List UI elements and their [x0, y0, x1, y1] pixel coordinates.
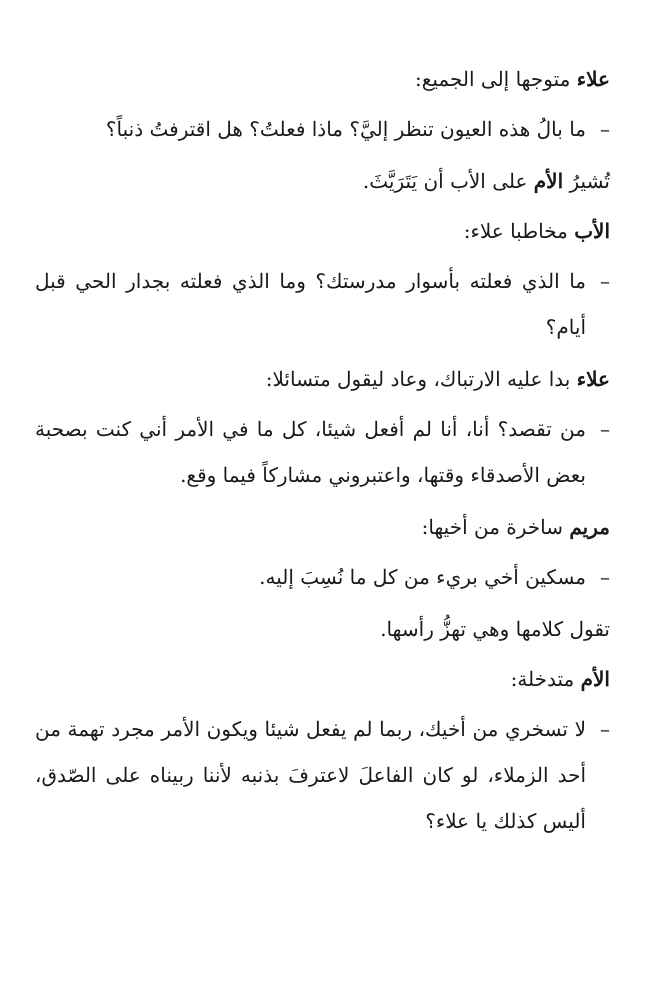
speaker-name: الأب — [574, 219, 610, 243]
stage-direction-1 — [35, 158, 610, 204]
speech-text: ما بالُ هذه العيون تنظر إليَّ؟ ماذا فعلتُ؟ هل اقترفتُ ذنباً؟ — [105, 117, 586, 141]
dialogue-dash: – — [600, 717, 610, 741]
narration-line: تقول كلامها وهي تهزُّ رأسها. — [380, 617, 610, 641]
cue-text: مخاطبا علاء: — [463, 219, 575, 243]
speaker-cue-mother — [35, 656, 610, 702]
speaker-cue-alaa-1 — [35, 56, 610, 102]
stage-text-pre: تُشيرُ — [563, 169, 610, 193]
dialogue-page — [35, 56, 610, 850]
speech-text: ما الذي فعلته بأسوار مدرستك؟ وما الذي فعلته بجدار الحي قبل أيام؟ — [35, 269, 586, 339]
cue-text: ساخرة من أخيها: — [421, 515, 570, 539]
speech-line-5 — [35, 706, 610, 844]
cue-text: متدخلة: — [510, 667, 581, 691]
speech-text: لا تسخري من أخيك، ربما لم يفعل شيئا ويكون الأمر مجرد تهمة من أحد الزملاء، لو كان الفاعلَ لاعترفَ بذنبه لأننا ربيناه على الصّدق، أليس كذلك يا علاء؟ — [35, 717, 586, 833]
speech-text: مسكين أخي بريء من كل ما نُسِبَ إليه. — [259, 565, 586, 589]
speech-line-1 — [35, 106, 610, 152]
speech-line-3 — [35, 406, 610, 498]
speech-text: من تقصد؟ أنا، أنا لم أفعل شيئا، كل ما في الأمر أني كنت بصحبة بعض الأصدقاء وقتها، واعتبروني مشاركاً فيما وقع. — [35, 417, 586, 487]
stage-text-post: على الأب أن يَتَرَيَّثَ. — [362, 169, 534, 193]
speech-line-2 — [35, 258, 610, 350]
speaker-cue-maryam — [35, 504, 610, 550]
dialogue-dash: – — [600, 565, 610, 589]
speaker-name: مريم — [569, 515, 610, 539]
speaker-name: الأم — [580, 667, 610, 691]
speaker-name: علاء — [576, 367, 610, 391]
speaker-name: الأم — [533, 169, 564, 193]
dialogue-dash: – — [600, 269, 610, 293]
cue-text: بدا عليه الارتباك، وعاد ليقول متسائلا: — [265, 367, 577, 391]
speaker-cue-father — [35, 208, 610, 254]
dialogue-dash: – — [600, 417, 610, 441]
dialogue-dash: – — [600, 117, 610, 141]
speaker-cue-alaa-2 — [35, 356, 610, 402]
cue-text: متوجها إلى الجميع: — [415, 67, 577, 91]
speech-line-4 — [35, 554, 610, 600]
speaker-name: علاء — [576, 67, 610, 91]
